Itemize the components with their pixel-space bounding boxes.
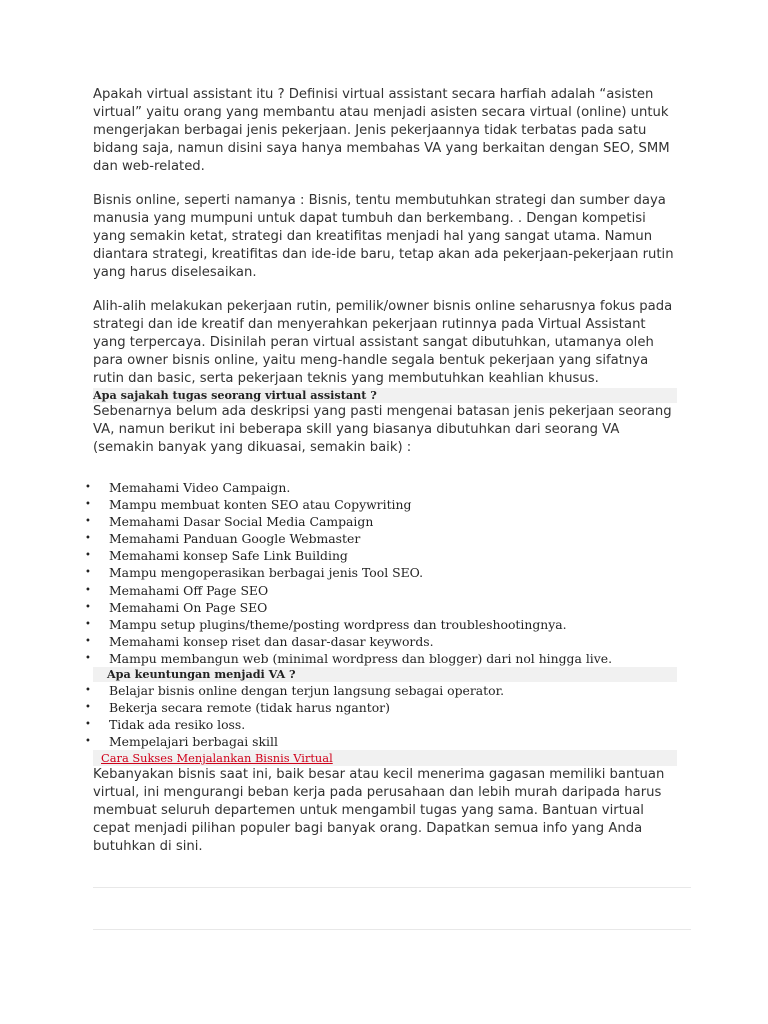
bullet-icon: • — [85, 584, 91, 596]
list-item: • Memahami konsep riset dan dasar-dasar keywords. — [85, 633, 434, 649]
list-item: • Mampu membangun web (minimal wordpress dan blogger) dari nol hingga live. — [85, 650, 613, 666]
benefits-list — [85, 682, 677, 750]
bullet-icon: • — [85, 652, 91, 664]
paragraph-kebanyakan-bisnis: Kebanyakan bisnis saat ini, baik besar atau kecil menerima gagasan memiliki bantuan virtual, ini mengurangi beban kerja pada perusahaan dan lebih murah daripada harus membuat seluruh departemen untuk mengambil tugas yang sama. Bantuan virtual cepat menjadi pilihan populer bagi banyak orang. Dapatkan semua info yang Anda butuhkan di sini. — [93, 767, 665, 855]
bullet-icon: • — [85, 601, 91, 613]
bullet-icon: • — [85, 516, 91, 528]
paragraph-bisnis-online: Bisnis online, seperti namanya : Bisnis, tentu membutuhkan strategi dan sumber daya manusia yang mumpuni untuk dapat tumbuh dan berkembang. . Dengan kompetisi yang semakin ketat, strategi dan kreatifitas menjadi hal yang sangat utama. Namun diantara strategi, kreatifitas dan ide-ide baru, tetap akan ada pekerjaan-pekerjaan rutin yang harus diselesaikan. — [93, 193, 674, 280]
list-item: • Mampu membuat konten SEO atau Copywriting — [85, 497, 412, 513]
list-item: • Memahami Dasar Social Media Campaign — [85, 514, 374, 530]
bullet-icon: • — [85, 719, 91, 731]
bullet-icon: • — [85, 482, 91, 493]
list-item: • Memahami Off Page SEO — [85, 582, 269, 598]
list-item: • Mempelajari berbagai skill — [85, 734, 278, 750]
skills-list — [85, 479, 677, 667]
paragraph-intro: Apakah virtual assistant itu ? Definisi virtual assistant secara harfiah adalah “asisten virtual” yaitu orang yang membantu atau menjadi asisten secara virtual (online) untuk mengerjakan berbagai jenis pekerjaan. Jenis pekerjaannya tidak terbatas pada satu bidang saja, namun disini saya hanya membahas VA yang berkaitan dengan SEO, SMM dan web-related. — [93, 87, 670, 174]
paragraph-skills-intro: Sebenarnya belum ada deskripsi yang pasti mengenai batasan jenis pekerjaan seorang VA, namun berikut ini beberapa skill yang biasanya dibutuhkan dari seorang VA (semakin banyak yang dikuasai, semakin baik) : — [93, 404, 672, 455]
heading-keuntungan-va: Apa keuntungan menjadi VA ? — [93, 667, 677, 682]
list-item: • Mampu mengoperasikan berbagai jenis Tool SEO. — [85, 565, 424, 581]
list-item: • Memahami konsep Safe Link Building — [85, 548, 348, 564]
list-item: • Mampu setup plugins/theme/posting wordpress dan troubleshootingnya. — [85, 616, 567, 632]
list-item: • Bekerja secara remote (tidak harus ngantor) — [85, 700, 390, 716]
divider — [93, 887, 691, 888]
bullet-icon: • — [85, 736, 91, 748]
paragraph-alih-alih: Alih-alih melakukan pekerjaan rutin, pemilik/owner bisnis online seharusnya fokus pada strategi dan ide kreatif dan menyerahkan pekerjaan rutinnya pada Virtual Assistant yang terpercaya. Disinilah peran virtual assistant sangat dibutuhkan, utamanya oleh para owner bisnis online, yaitu meng-handle segala bentuk pekerjaan yang sifatnya rutin dan basic, serta pekerjaan teknis yang membutuhkan keahlian khusus. — [93, 299, 673, 386]
bullet-icon: • — [85, 618, 91, 630]
bullet-icon: • — [85, 567, 91, 579]
bullet-icon: • — [85, 533, 91, 545]
bullet-icon: • — [85, 702, 91, 714]
bullet-icon: • — [85, 550, 91, 562]
list-item: • Memahami On Page SEO — [85, 599, 268, 615]
document-body — [85, 86, 677, 856]
bullet-icon: • — [85, 499, 91, 511]
bullet-icon: • — [85, 635, 91, 647]
list-item: • Memahami Panduan Google Webmaster — [85, 531, 361, 547]
list-item: • Memahami Video Campaign. — [85, 480, 291, 495]
divider — [93, 929, 691, 930]
bullet-icon: • — [85, 685, 91, 697]
link-bar — [93, 750, 677, 766]
list-item: • Tidak ada resiko loss. — [85, 717, 246, 733]
list-item: • Belajar bisnis online dengan terjun langsung sebagai operator. — [85, 683, 505, 699]
heading-tugas-va: Apa sajakah tugas seorang virtual assistant ? — [93, 388, 677, 403]
cara-sukses-link[interactable]: Cara Sukses Menjalankan Bisnis Virtual — [101, 751, 333, 766]
